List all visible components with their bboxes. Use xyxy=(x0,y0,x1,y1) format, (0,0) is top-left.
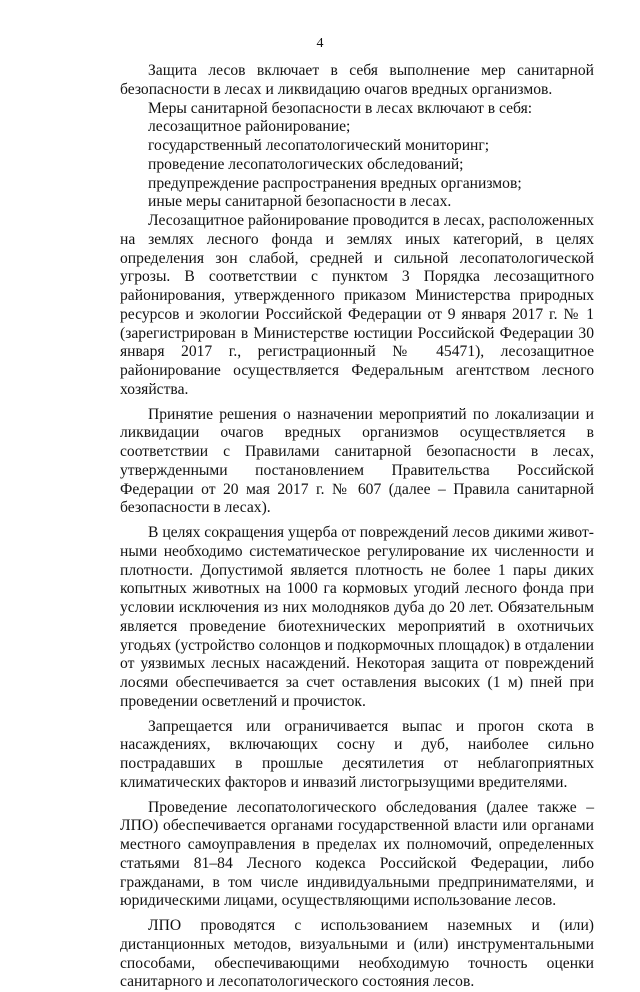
paragraph-lpo-provision: Проведение лесопатологического обследования (далее также – ЛПО) обеспечивается органами государственной власти или органами местного самоуправления в пределах их полномочий, определенных статьями 81–84 Лесного кодекса Российской Федерации, либо гражданами, в том числе индивидуальными предпринимателями, и юридическими лицами, осуществляющими использование лесов. xyxy=(120,798,594,910)
list-item-surveys: проведение лесопатологических обследований; xyxy=(148,155,464,173)
document-body xyxy=(120,62,594,992)
list-item-zoning: лесозащитное районирование; xyxy=(148,118,351,136)
list-item-prevention: предупреждение распространения вредных организмов; xyxy=(148,174,522,192)
page-number: 4 xyxy=(316,36,324,51)
paragraph-wild-animals: В целях сокращения ущерба от повреждений лесов дикими животными необходимо систематическое регулирование их численности и плотности. Допустимой является плотность не более 1 пары диких копытных животных на 1000 га кормовых угодий лесного фонда при условии исключения из них молодняков дуба до 20 лет. Обязательным является проведение биотехнических мероприятий в охотничьих угодьях (устройство солонцов и подкормочных площадок) в отдалении от уязвимых лесных насаждений. Некоторая защита от повреждений лосями обеспечивается за счет оставления высоких (1 м) пней при проведении осветлений и прочисток. xyxy=(120,524,594,710)
list-item-monitoring: государственный лесопатологический мониторинг; xyxy=(148,137,490,154)
paragraph-measures-intro: Меры санитарной безопасности в лесах включают в себя: xyxy=(148,99,533,117)
paragraph-grazing: Запрещается или ограничивается выпас и прогон скота в насаждениях, включающих сосну и дуб, наиболее сильно пострадавших в прошлые десятилетия от неблагоприятных климатических факторов и инвазий листогрызущими вредителями. xyxy=(120,717,594,791)
paragraph-lpo-methods: ЛПО проводятся с использованием наземных и (или) дистанционных методов, визуальными и (или) инструментальными способами, обеспечивающими необходимую точность оценки санитарного и лесопатологического состояния лесов. xyxy=(120,917,594,991)
paragraph-decision-making: Принятие решения о назначении мероприятий по локализации и ликвидации очагов вредных организмов осуществляется в соответствии с Правилами санитарной безопасности в лесах, утвержденными постановлением Правительства Российской Федерации от 20 мая 2017 г. № 607 (далее – Правила санитарной безопасности в лесах). xyxy=(120,405,594,517)
list-item-other-measures: иные меры санитарной безопасности в лесах. xyxy=(148,193,452,211)
paragraph-zoning-details: Лесозащитное районирование проводится в лесах, расположенных на землях лесного фонда и землях иных категорий, в целях определения зон слабой, средней и сильной лесопатологической угрозы. В соответствии с пунктом 3 Порядка лесозащитного районирования, утвержденного приказом Министерства природных ресурсов и экологии Российской Федерации от 9 января 2017 г. № 1 (зарегистрирован в Министерстве юстиции Российской Федерации 30 января 2017 г., регистрационный № 45471), лесозащитное районирование осуществляется Федеральным агентством лесного хозяйства. xyxy=(120,212,594,398)
paragraph-forest-protection: Защита лесов включает в себя выполнение мер санитарной безопасности в лесах и ликвидацию очагов вредных организмов. xyxy=(120,62,594,98)
